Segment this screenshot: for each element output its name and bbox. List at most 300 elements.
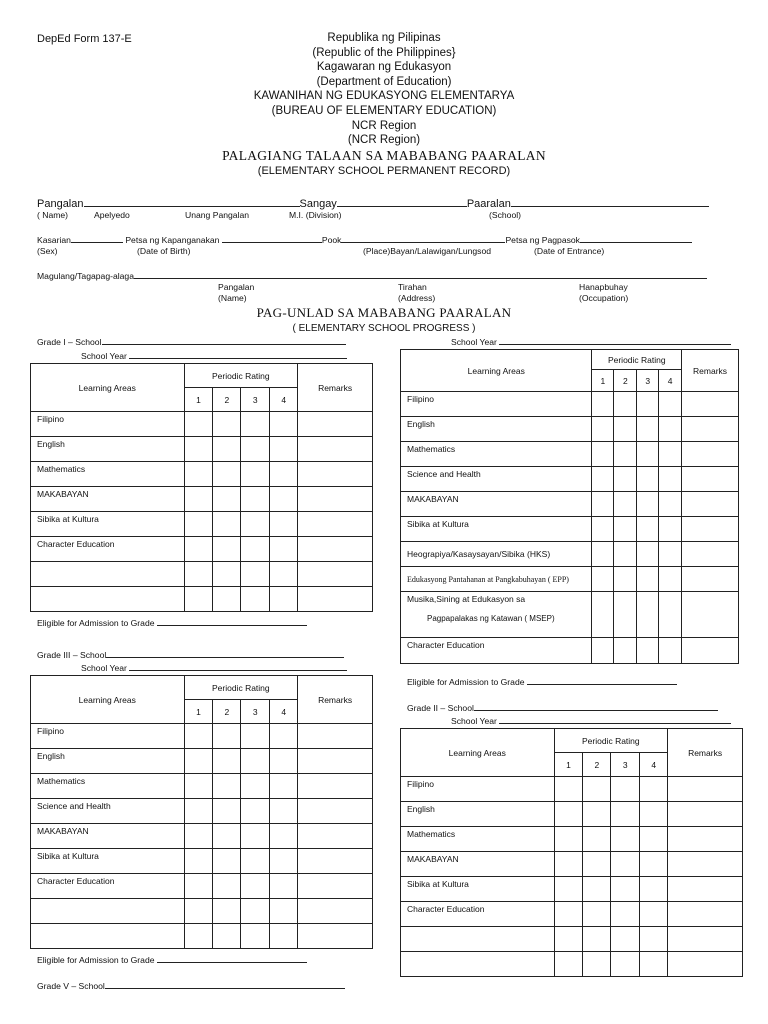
rating-cell[interactable]	[241, 849, 270, 874]
rating-cell[interactable]	[637, 542, 659, 567]
subject-cell: Character Education	[401, 638, 592, 664]
remarks-cell[interactable]	[298, 874, 373, 899]
rating-cell[interactable]	[213, 587, 241, 612]
grade3-table	[30, 675, 373, 949]
rating-cell[interactable]	[611, 877, 640, 902]
rating-cell[interactable]	[640, 927, 668, 952]
rating-cell[interactable]	[611, 852, 640, 877]
subject-cell[interactable]	[31, 899, 185, 924]
subject-cell	[401, 592, 592, 638]
guardian-name-label: Pangalan	[218, 282, 255, 292]
rating-cell[interactable]	[659, 638, 682, 664]
rating-cell[interactable]	[184, 537, 213, 562]
table-row	[401, 417, 739, 442]
header-line: (Department of Education)	[316, 75, 452, 88]
sex-row	[37, 234, 692, 245]
grade3-school-field[interactable]	[106, 649, 344, 658]
periodic-rating-header: Periodic Rating	[592, 350, 682, 370]
rating-cell[interactable]	[184, 462, 213, 487]
table-row	[31, 412, 373, 437]
rating-cell[interactable]	[611, 927, 640, 952]
subject-cell[interactable]	[31, 924, 185, 949]
rating-cell[interactable]	[270, 437, 298, 462]
grade3-label: Grade III – School	[37, 650, 107, 660]
subject-cell: Character Education	[401, 902, 555, 927]
rating-cell[interactable]	[213, 824, 241, 849]
rating-cell[interactable]	[270, 874, 298, 899]
quarter-header: 3	[637, 370, 659, 392]
subject-cell: Sibika at Kultura	[31, 849, 185, 874]
quarter-header: 2	[213, 700, 241, 724]
table-row	[31, 874, 373, 899]
subject-cell: MAKABAYAN	[401, 492, 592, 517]
subject-cell: English	[401, 417, 592, 442]
header-block	[130, 31, 638, 178]
rating-cell[interactable]	[270, 924, 298, 949]
rating-cell[interactable]	[554, 777, 583, 802]
rating-cell[interactable]	[213, 537, 241, 562]
grade1-school-field[interactable]	[102, 336, 346, 345]
rating-cell[interactable]	[213, 724, 241, 749]
rating-cell[interactable]	[640, 877, 668, 902]
progress-heading	[130, 305, 638, 334]
rating-cell[interactable]	[614, 492, 637, 517]
subject-cell: Filipino	[401, 777, 555, 802]
rating-cell[interactable]	[184, 487, 213, 512]
subject-cell: MAKABAYAN	[401, 852, 555, 877]
subject-cell: Mathematics	[401, 442, 592, 467]
rating-cell[interactable]	[554, 802, 583, 827]
table-row	[31, 512, 373, 537]
dob-sublabel: (Date of Birth)	[137, 246, 191, 256]
grade3-sy-field[interactable]	[129, 662, 347, 671]
header-line: NCR Region	[351, 119, 417, 132]
pangalan-field[interactable]	[84, 196, 300, 207]
rating-cell[interactable]	[583, 802, 611, 827]
rating-cell[interactable]	[270, 412, 298, 437]
rating-cell[interactable]	[213, 462, 241, 487]
rating-cell[interactable]	[611, 802, 640, 827]
rating-cell[interactable]	[592, 442, 614, 467]
rating-cell[interactable]	[270, 462, 298, 487]
entrance-field[interactable]	[580, 234, 692, 243]
rating-cell[interactable]	[614, 467, 637, 492]
remarks-cell[interactable]	[298, 437, 373, 462]
table-row	[401, 852, 743, 877]
remarks-cell[interactable]	[682, 392, 739, 417]
rating-cell[interactable]	[614, 417, 637, 442]
rating-cell[interactable]	[659, 517, 682, 542]
rating-cell[interactable]	[213, 437, 241, 462]
table-row	[401, 827, 743, 852]
rating-cell[interactable]	[213, 774, 241, 799]
rating-cell[interactable]	[184, 799, 213, 824]
name-sublabel: ( Name)	[37, 210, 69, 220]
grade3-eligible-field[interactable]	[157, 954, 307, 963]
quarter-header: 2	[583, 753, 611, 777]
table-row	[401, 777, 743, 802]
rating-cell[interactable]	[611, 952, 640, 977]
rating-cell[interactable]	[270, 799, 298, 824]
subject-cell[interactable]	[401, 952, 555, 977]
rating-cell[interactable]	[241, 799, 270, 824]
table-row	[31, 849, 373, 874]
rating-cell[interactable]	[270, 849, 298, 874]
rating-cell[interactable]	[592, 492, 614, 517]
rating-cell[interactable]	[640, 827, 668, 852]
rating-cell[interactable]	[270, 487, 298, 512]
remarks-cell[interactable]	[298, 537, 373, 562]
remarks-cell[interactable]	[682, 542, 739, 567]
remarks-cell[interactable]	[682, 592, 739, 638]
remarks-cell[interactable]	[298, 412, 373, 437]
rating-cell[interactable]	[640, 852, 668, 877]
rating-cell[interactable]	[270, 749, 298, 774]
rating-cell[interactable]	[184, 512, 213, 537]
rating-cell[interactable]	[592, 467, 614, 492]
rating-cell[interactable]	[637, 567, 659, 592]
subject-cell: Filipino	[31, 412, 185, 437]
rating-cell[interactable]	[640, 777, 668, 802]
rating-cell[interactable]	[270, 562, 298, 587]
hanapbuhay-label: Hanapbuhay	[579, 282, 628, 292]
rating-cell[interactable]	[583, 777, 611, 802]
form-id: DepEd Form 137-E	[37, 33, 132, 45]
rating-cell[interactable]	[213, 512, 241, 537]
learning-areas-header: Learning Areas	[31, 364, 185, 412]
rating-cell[interactable]	[659, 417, 682, 442]
dob-field[interactable]	[222, 234, 322, 243]
rating-cell[interactable]	[270, 824, 298, 849]
table-row	[401, 802, 743, 827]
rating-cell[interactable]	[592, 567, 614, 592]
rating-cell[interactable]	[554, 877, 583, 902]
remarks-header: Remarks	[298, 364, 373, 412]
rating-cell[interactable]	[241, 562, 270, 587]
rating-cell[interactable]	[637, 467, 659, 492]
upper-grade-table	[400, 349, 739, 664]
rating-cell[interactable]	[270, 724, 298, 749]
rating-cell[interactable]	[592, 592, 614, 638]
rating-cell[interactable]	[213, 924, 241, 949]
name-row	[37, 196, 709, 210]
table-row	[31, 562, 373, 587]
remarks-cell[interactable]	[298, 512, 373, 537]
rating-cell[interactable]	[184, 437, 213, 462]
grade2-school-field[interactable]	[474, 702, 718, 711]
table-row	[31, 824, 373, 849]
rating-cell[interactable]	[241, 437, 270, 462]
grade3-eligible-label: Eligible for Admission to Grade	[37, 955, 155, 965]
remarks-cell[interactable]	[682, 442, 739, 467]
rating-cell[interactable]	[614, 517, 637, 542]
upper-sy-field[interactable]	[499, 336, 731, 345]
remarks-header: Remarks	[298, 676, 373, 724]
remarks-cell[interactable]	[298, 462, 373, 487]
remarks-cell[interactable]	[298, 924, 373, 949]
rating-cell[interactable]	[184, 587, 213, 612]
table-row	[31, 537, 373, 562]
rating-cell[interactable]	[659, 442, 682, 467]
remarks-cell[interactable]	[668, 952, 743, 977]
grade1-sy-field[interactable]	[129, 350, 347, 359]
remarks-header: Remarks	[682, 350, 739, 392]
rating-cell[interactable]	[213, 899, 241, 924]
remarks-cell[interactable]	[298, 824, 373, 849]
rating-cell[interactable]	[637, 417, 659, 442]
rating-cell[interactable]	[637, 517, 659, 542]
rating-cell[interactable]	[614, 542, 637, 567]
rating-cell[interactable]	[241, 899, 270, 924]
rating-cell[interactable]	[241, 412, 270, 437]
magulang-label: Magulang/Tagapag-alaga	[37, 271, 134, 281]
msep-line-1: Musika,Sining at Edukasyon sa	[407, 594, 526, 604]
rating-cell[interactable]	[583, 877, 611, 902]
rating-cell[interactable]	[213, 874, 241, 899]
rating-cell[interactable]	[659, 592, 682, 638]
kasarian-label: Kasarian	[37, 235, 71, 245]
periodic-rating-header: Periodic Rating	[184, 364, 298, 388]
rating-cell[interactable]	[583, 952, 611, 977]
upper-eligible-field[interactable]	[527, 676, 677, 685]
rating-cell[interactable]	[592, 392, 614, 417]
header-line: (BUREAU OF ELEMENTARY EDUCATION)	[271, 104, 497, 117]
learning-areas-header: Learning Areas	[31, 676, 185, 724]
grade1-label: Grade I – School	[37, 337, 102, 347]
rating-cell[interactable]	[554, 952, 583, 977]
rating-cell[interactable]	[611, 777, 640, 802]
rating-cell[interactable]	[554, 827, 583, 852]
table-row	[401, 638, 739, 664]
rating-cell[interactable]	[241, 774, 270, 799]
rating-cell[interactable]	[213, 749, 241, 774]
header-line: Kagawaran ng Edukasyon	[316, 61, 452, 74]
rating-cell[interactable]	[241, 924, 270, 949]
grade5-school-row	[37, 980, 345, 991]
rating-cell[interactable]	[213, 849, 241, 874]
rating-cell[interactable]	[583, 902, 611, 927]
rating-cell[interactable]	[184, 749, 213, 774]
remarks-cell[interactable]	[298, 899, 373, 924]
subject-cell: English	[31, 437, 185, 462]
rating-cell[interactable]	[184, 412, 213, 437]
table-row	[401, 517, 739, 542]
remarks-cell[interactable]	[682, 517, 739, 542]
remarks-cell[interactable]	[298, 562, 373, 587]
rating-cell[interactable]	[241, 512, 270, 537]
quarter-header: 4	[270, 700, 298, 724]
subject-cell: English	[401, 802, 555, 827]
rating-cell[interactable]	[241, 462, 270, 487]
guardian-field[interactable]	[134, 270, 707, 279]
rating-cell[interactable]	[659, 467, 682, 492]
remarks-cell[interactable]	[298, 487, 373, 512]
rating-cell[interactable]	[184, 924, 213, 949]
rating-cell[interactable]	[592, 517, 614, 542]
rating-cell[interactable]	[184, 899, 213, 924]
remarks-cell[interactable]	[668, 827, 743, 852]
rating-cell[interactable]	[640, 802, 668, 827]
rating-cell[interactable]	[554, 852, 583, 877]
rating-cell[interactable]	[659, 542, 682, 567]
rating-cell[interactable]	[184, 724, 213, 749]
rating-cell[interactable]	[611, 902, 640, 927]
periodic-rating-header: Periodic Rating	[554, 729, 668, 753]
subject-cell: Character Education	[31, 537, 185, 562]
table-row	[401, 592, 739, 638]
pook-label: Pook	[321, 235, 342, 245]
rating-cell[interactable]	[241, 487, 270, 512]
rating-cell[interactable]	[637, 392, 659, 417]
header-line: (Republic of the Philippines}	[312, 46, 456, 59]
kasarian-field[interactable]	[71, 234, 123, 243]
pangalan-label: Pangalan	[37, 198, 84, 210]
grade1-sy-label: School Year	[81, 351, 127, 361]
remarks-cell[interactable]	[682, 638, 739, 664]
remarks-cell[interactable]	[668, 902, 743, 927]
rating-cell[interactable]	[637, 592, 659, 638]
remarks-cell[interactable]	[298, 724, 373, 749]
rating-cell[interactable]	[614, 592, 637, 638]
table-row	[31, 899, 373, 924]
rating-cell[interactable]	[213, 487, 241, 512]
rating-cell[interactable]	[184, 824, 213, 849]
unang-pangalan-sublabel: Unang Pangalan	[185, 210, 250, 220]
grade1-school-row	[37, 336, 346, 347]
grade3-eligible-row	[37, 954, 307, 965]
rating-cell[interactable]	[184, 774, 213, 799]
subject-cell: Mathematics	[31, 774, 185, 799]
rating-cell[interactable]	[241, 587, 270, 612]
rating-cell[interactable]	[637, 442, 659, 467]
school-sublabel: (School)	[489, 210, 521, 220]
rating-cell[interactable]	[637, 492, 659, 517]
grade1-eligible-label: Eligible for Admission to Grade	[37, 618, 155, 628]
subject-cell: Mathematics	[31, 462, 185, 487]
quarter-header: 3	[241, 700, 270, 724]
rating-cell[interactable]	[270, 774, 298, 799]
rating-cell[interactable]	[592, 638, 614, 664]
pook-field[interactable]	[341, 234, 505, 243]
subject-cell: Filipino	[31, 724, 185, 749]
rating-cell[interactable]	[184, 562, 213, 587]
rating-cell[interactable]	[270, 587, 298, 612]
remarks-cell[interactable]	[298, 849, 373, 874]
grade1-sy-row	[81, 350, 347, 361]
remarks-cell[interactable]	[668, 777, 743, 802]
grade1-eligible-row	[37, 617, 307, 628]
msep-line-2: Pagpapalakas ng Katawan ( MSEP)	[427, 614, 555, 623]
rating-cell[interactable]	[184, 849, 213, 874]
remarks-cell[interactable]	[682, 417, 739, 442]
rating-cell[interactable]	[614, 567, 637, 592]
rating-cell[interactable]	[241, 749, 270, 774]
subject-cell: Mathematics	[401, 827, 555, 852]
rating-cell[interactable]	[614, 442, 637, 467]
rating-cell[interactable]	[241, 537, 270, 562]
upper-eligible-label: Eligible for Admission to Grade	[407, 677, 525, 687]
remarks-cell[interactable]	[298, 774, 373, 799]
quarter-header: 2	[213, 388, 241, 412]
rating-cell[interactable]	[213, 412, 241, 437]
rating-cell[interactable]	[270, 512, 298, 537]
rating-cell[interactable]	[583, 852, 611, 877]
rating-cell[interactable]	[659, 567, 682, 592]
rating-cell[interactable]	[614, 392, 637, 417]
rating-cell[interactable]	[554, 927, 583, 952]
remarks-cell[interactable]	[682, 467, 739, 492]
subject-cell: Character Education	[31, 874, 185, 899]
rating-cell[interactable]	[554, 902, 583, 927]
table-row	[401, 927, 743, 952]
rating-cell[interactable]	[184, 874, 213, 899]
sangay-field[interactable]	[337, 196, 467, 207]
rating-cell[interactable]	[241, 724, 270, 749]
grade2-table	[400, 728, 743, 977]
subject-cell[interactable]	[31, 587, 185, 612]
remarks-cell[interactable]	[682, 492, 739, 517]
quarter-header: 1	[592, 370, 614, 392]
grade5-label: Grade V – School	[37, 981, 105, 991]
table-row	[401, 492, 739, 517]
quarter-header: 1	[184, 700, 213, 724]
rating-cell[interactable]	[659, 492, 682, 517]
remarks-cell[interactable]	[668, 927, 743, 952]
remarks-cell[interactable]	[668, 852, 743, 877]
rating-cell[interactable]	[270, 537, 298, 562]
dob-label: Petsa ng Kapanganakan	[125, 235, 220, 245]
rating-cell[interactable]	[583, 827, 611, 852]
subject-cell: MAKABAYAN	[31, 824, 185, 849]
rating-cell[interactable]	[614, 638, 637, 664]
subject-cell: MAKABAYAN	[31, 487, 185, 512]
rating-cell[interactable]	[637, 638, 659, 664]
grade1-eligible-field[interactable]	[157, 617, 307, 626]
rating-cell[interactable]	[640, 952, 668, 977]
remarks-cell[interactable]	[668, 802, 743, 827]
rating-cell[interactable]	[213, 799, 241, 824]
rating-cell[interactable]	[241, 874, 270, 899]
rating-cell[interactable]	[659, 392, 682, 417]
remarks-cell[interactable]	[298, 749, 373, 774]
remarks-cell[interactable]	[298, 799, 373, 824]
rating-cell[interactable]	[241, 824, 270, 849]
rating-cell[interactable]	[611, 827, 640, 852]
rating-cell[interactable]	[592, 417, 614, 442]
paaralan-field[interactable]	[511, 196, 709, 207]
remarks-cell[interactable]	[682, 567, 739, 592]
rating-cell[interactable]	[640, 902, 668, 927]
rating-cell[interactable]	[583, 927, 611, 952]
subject-cell[interactable]	[31, 562, 185, 587]
subject-cell[interactable]	[401, 927, 555, 952]
table-row	[31, 749, 373, 774]
rating-cell[interactable]	[592, 542, 614, 567]
grade5-school-field[interactable]	[105, 980, 345, 989]
remarks-cell[interactable]	[668, 877, 743, 902]
remarks-cell[interactable]	[298, 587, 373, 612]
upper-sy-row	[451, 336, 731, 347]
subject-cell: Sibika at Kultura	[401, 877, 555, 902]
subject-cell: Sibika at Kultura	[31, 512, 185, 537]
table-row	[401, 877, 743, 902]
table-row	[31, 487, 373, 512]
quarter-header: 1	[554, 753, 583, 777]
rating-cell[interactable]	[270, 899, 298, 924]
rating-cell[interactable]	[213, 562, 241, 587]
grade2-sy-field[interactable]	[499, 715, 731, 724]
subject-cell: Filipino	[401, 392, 592, 417]
